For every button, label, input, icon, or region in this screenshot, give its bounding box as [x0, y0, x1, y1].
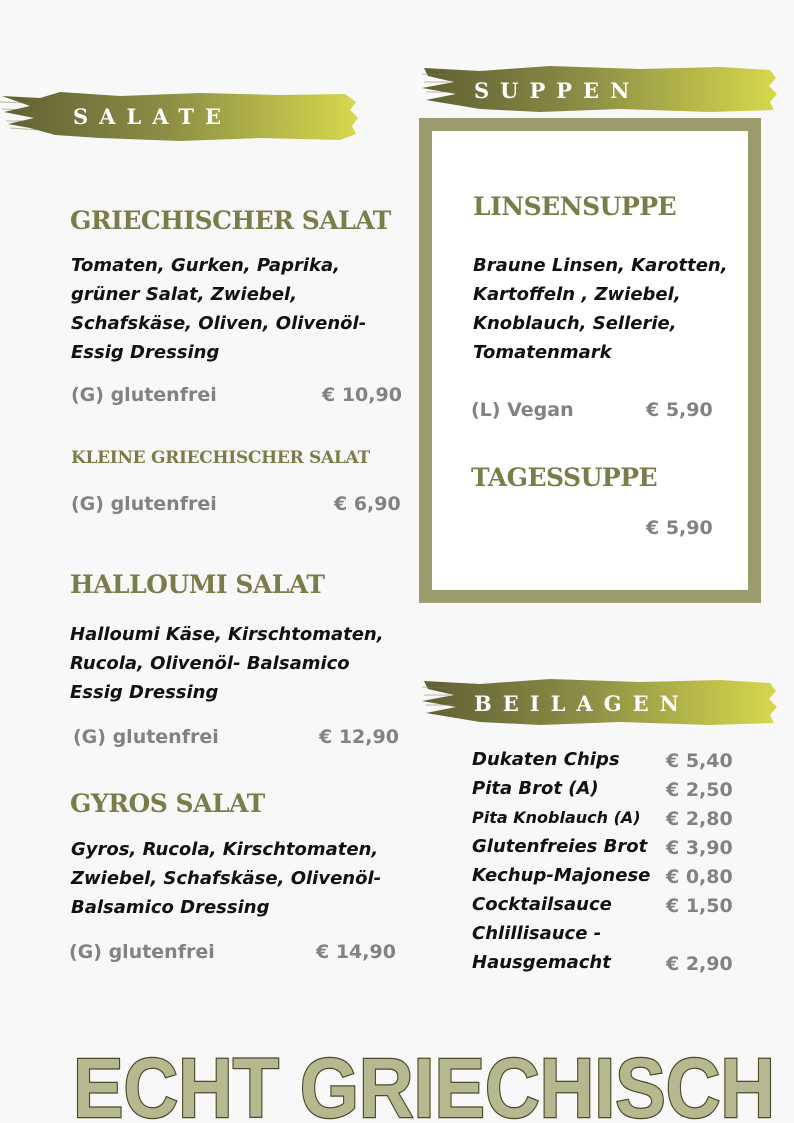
side-item-name: Cocktailsauce — [472, 894, 612, 915]
dish-price: € 5,90 — [646, 399, 713, 421]
footer-banner — [0, 1040, 794, 1123]
side-item-price: € 2,50 — [666, 779, 733, 801]
dish-description: Halloumi Käse, Kirschtomaten, Rucola, Olivenöl- Balsamico Essig Dressing — [70, 624, 384, 703]
section-title-beilagen: BEILAGEN — [474, 691, 690, 716]
side-item-name: Dukaten Chips — [472, 749, 620, 770]
side-item-name: Glutenfreies Brot — [472, 836, 648, 857]
dish-description: Braune Linsen, Karotten, Kartoffeln , Zwiebel, Knoblauch, Sellerie, Tomatenmark — [473, 255, 728, 363]
dish-description: Gyros, Rucola, Kirschtomaten, Zwiebel, Schafskäse, Olivenöl- Balsamico Dressing — [71, 839, 382, 918]
side-item-name: Chlillisauce - — [472, 923, 602, 944]
side-item-name: Kechup-Majonese — [472, 865, 651, 886]
dish-price: € 5,90 — [646, 517, 713, 539]
dish-title: HALLOUMI SALAT — [70, 570, 325, 599]
side-item-name: Hausgemacht — [472, 952, 611, 973]
diet-note: (G) glutenfrei — [69, 941, 215, 963]
dish-price: € 10,90 — [322, 384, 402, 406]
side-item-price: € 3,90 — [666, 837, 733, 859]
diet-note: (G) glutenfrei — [71, 384, 217, 406]
side-item-price: € 5,40 — [666, 750, 733, 772]
side-item-name: Pita Brot (A) — [472, 778, 599, 799]
dish-price: € 14,90 — [316, 941, 396, 963]
side-item-price: € 1,50 — [666, 895, 733, 917]
footer-title: ECHT GRIECHISCH — [73, 1041, 775, 1123]
side-item-price: € 0,80 — [666, 866, 733, 888]
dish-title: KLEINE GRIECHISCHER SALAT — [71, 448, 370, 468]
dish-price: € 12,90 — [319, 726, 399, 748]
dish-title: GYROS SALAT — [70, 789, 265, 818]
diet-note: (G) glutenfrei — [71, 493, 217, 515]
dish-title: TAGESSUPPE — [471, 463, 658, 492]
dish-price: € 6,90 — [334, 493, 401, 515]
diet-note: (L) Vegan — [471, 399, 574, 421]
dish-title: GRIECHISCHER SALAT — [70, 206, 391, 235]
side-item-name: Pita Knoblauch (A) — [472, 808, 641, 827]
diet-note: (G) glutenfrei — [73, 726, 219, 748]
dish-description: Tomaten, Gurken, Paprika, grüner Salat, Zwiebel, Schafskäse, Oliven, Olivenöl- Essig Dressing — [71, 255, 367, 363]
side-item-price: € 2,80 — [666, 808, 733, 830]
side-item-price: € 2,90 — [666, 953, 733, 975]
section-title-salate: SALATE — [73, 104, 233, 129]
dish-title: LINSENSUPPE — [473, 192, 677, 221]
section-title-suppen: SUPPEN — [474, 78, 641, 103]
